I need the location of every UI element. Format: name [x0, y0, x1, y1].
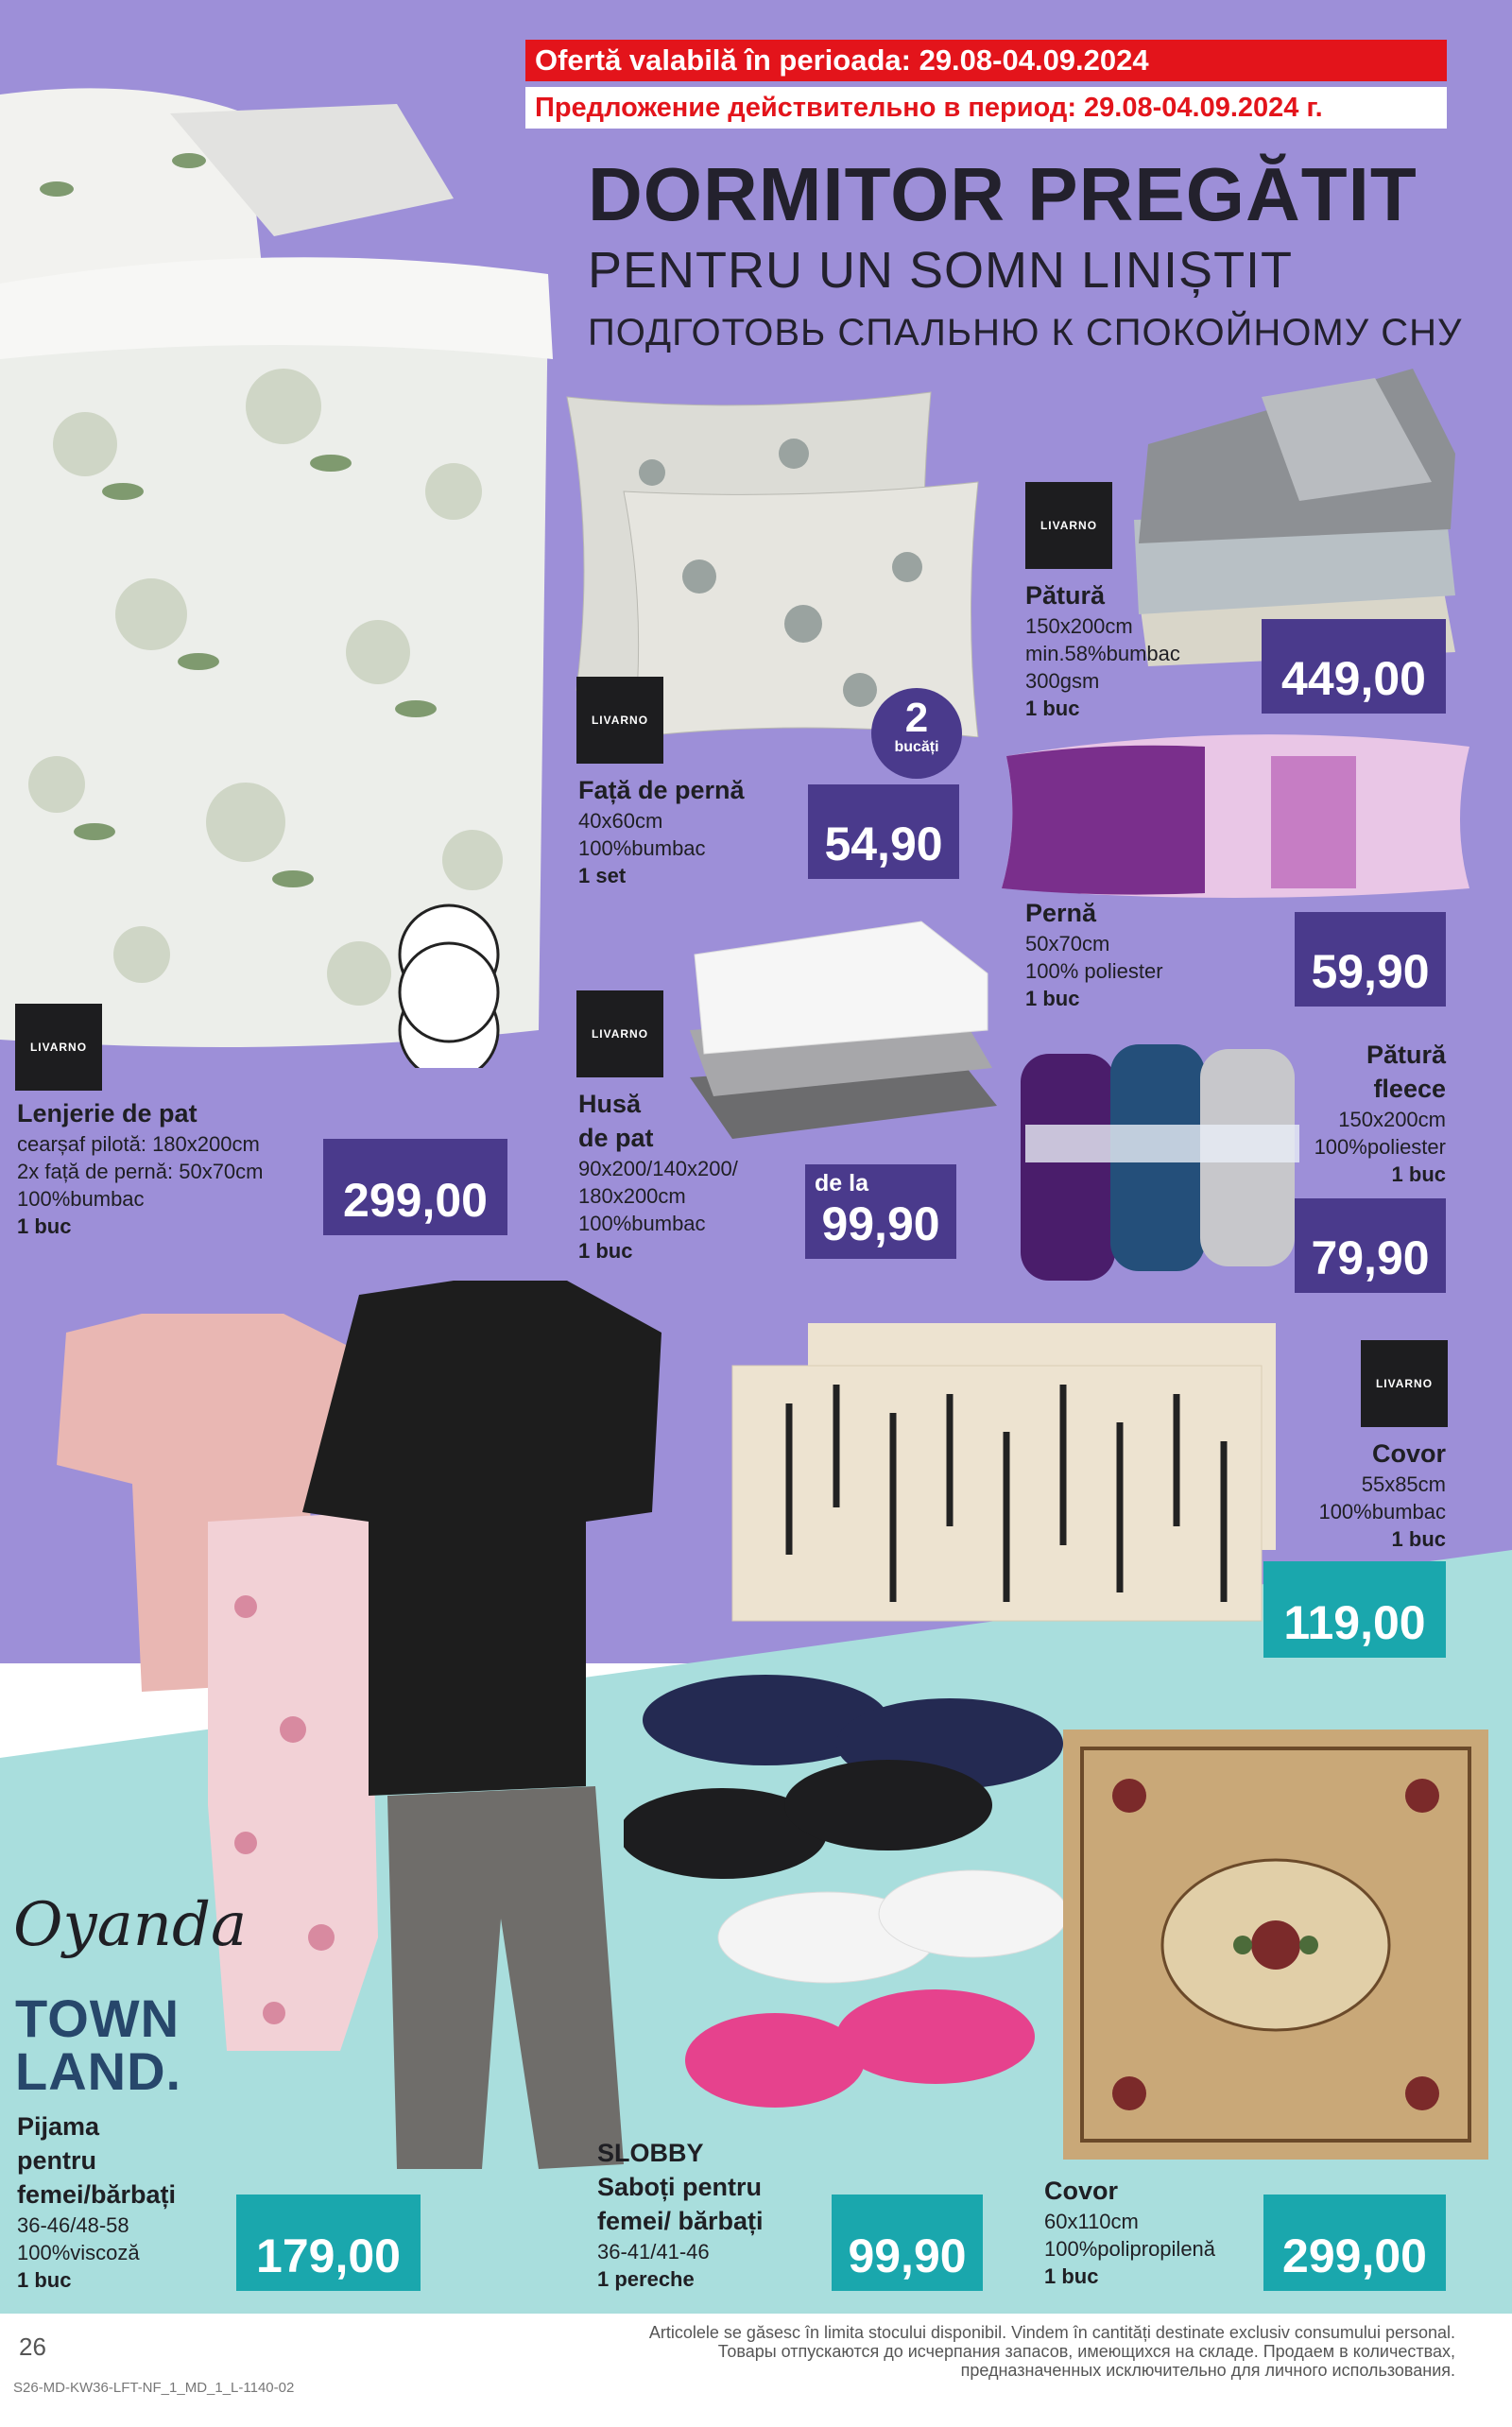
product-spec: 40x60cm [578, 809, 663, 833]
product-qty: 1 buc [1025, 987, 1080, 1010]
offer-period-ro: Ofertă valabilă în perioada: 29.08-04.09.2024 [525, 40, 1447, 81]
product-spec: 150x200cm [1025, 614, 1133, 638]
product-spec: 100%bumbac [578, 1212, 706, 1235]
product-spec: 180x200cm [578, 1184, 686, 1208]
product-spec: 100%bumbac [1318, 1500, 1446, 1523]
product-name: Pătură [1366, 1041, 1446, 1069]
product-spec: 100% poliester [1025, 959, 1163, 983]
small-rug-price: 119,00 [1263, 1561, 1446, 1658]
product-spec: 100%poliester [1314, 1135, 1446, 1159]
disclaimer [416, 2323, 1455, 2380]
product-spec: min.58%bumbac [1025, 642, 1180, 665]
product-spec: 300gsm [1025, 669, 1100, 693]
product-qty: 1 set [578, 864, 627, 887]
pillowcase-price: 54,90 [808, 784, 959, 879]
product-name: Față de pernă [578, 776, 745, 804]
badge-unit: bucăți [894, 739, 939, 755]
disclaimer-ru-1: Товары отпускаются до исчерпания запасов, имеющихся на складе. Продаем в количествах, [717, 2342, 1455, 2361]
product-name: Pătură [1025, 581, 1106, 610]
product-name: Lenjerie de pat [17, 1099, 198, 1127]
product-spec: 60x110cm [1044, 2210, 1139, 2233]
product-name: femei/ bărbați [597, 2207, 764, 2235]
livarno-logo: LIVARNO [576, 677, 663, 764]
product-spec: 36-46/48-58 [17, 2213, 129, 2237]
product-qty: 1 buc [1025, 697, 1080, 720]
bedding-info [17, 1096, 264, 1240]
bedding-price: 299,00 [323, 1139, 507, 1235]
livarno-logo: LIVARNO [1361, 1340, 1448, 1427]
blanket-price: 449,00 [1262, 619, 1446, 714]
disclaimer-ro: Articolele se găsesc în limita stocului disponibil. Vindem în cantități destinate exclusiv consumului personal. [648, 2323, 1455, 2342]
product-name: fleece [1373, 1075, 1446, 1103]
product-qty: 1 buc [1391, 1527, 1446, 1551]
product-name: Pernă [1025, 899, 1097, 927]
townland-logo-line1: TOWN [15, 1988, 180, 2048]
product-spec: 150x200cm [1338, 1108, 1446, 1131]
product-spec: 90x200/140x200/ [578, 1157, 738, 1180]
clogs-price: 99,90 [832, 2195, 983, 2291]
product-spec: 50x70cm [1025, 932, 1110, 955]
badge-number: 2 [904, 695, 929, 741]
product-spec: cearșaf pilotă: 180x200cm [17, 1132, 260, 1156]
product-spec: 100%viscoză [17, 2241, 140, 2264]
offer-period-ru: Предложение действительно в период: 29.08-04.09.2024 г. [525, 87, 1447, 129]
pillowcase-info [578, 773, 745, 889]
livarno-logo: LIVARNO [15, 1004, 102, 1091]
page-title: DORMITOR PREGĂTIT [588, 152, 1418, 236]
townland-logo [15, 1988, 182, 2101]
bedding-image [0, 47, 558, 1068]
product-brand: SLOBBY [597, 2139, 704, 2167]
document-code: S26-MD-KW36-LFT-NF_1_MD_1_L-1140-02 [13, 2380, 295, 2396]
fleece-blanket-info [1266, 1038, 1446, 1188]
product-name: Saboți pentru [597, 2173, 762, 2201]
product-name: Covor [1371, 1439, 1446, 1468]
product-spec: 55x85cm [1361, 1472, 1446, 1496]
product-name: pentru [17, 2146, 96, 2175]
price-value: 99,90 [821, 1197, 940, 1250]
fitted-sheet-info [578, 1087, 738, 1265]
product-qty: 1 buc [1044, 2264, 1099, 2288]
small-rug-info [1266, 1437, 1446, 1553]
fitted-sheet-price [805, 1164, 956, 1259]
small-rug-image [713, 1318, 1280, 1635]
pajama-price: 179,00 [236, 2195, 421, 2291]
price-from-label: de la [815, 1170, 868, 1196]
product-qty: 1 buc [17, 1214, 72, 1238]
page-subtitle: PENTRU UN SOMN LINIȘTIT [588, 242, 1294, 299]
page-number: 26 [19, 2332, 46, 2361]
clogs-info [597, 2136, 764, 2293]
fleece-blanket-image [1011, 1040, 1304, 1285]
product-name: Covor [1044, 2177, 1119, 2205]
oyanda-logo: Oyanda [13, 1890, 248, 1960]
pillow-image [988, 718, 1479, 907]
livarno-logo: LIVARNO [576, 990, 663, 1077]
townland-logo-line2: LAND. [15, 2041, 182, 2101]
product-qty: 1 pereche [597, 2267, 695, 2291]
product-spec: 36-41/41-46 [597, 2240, 710, 2263]
product-qty: 1 buc [578, 1239, 633, 1263]
pillow-info [1025, 896, 1163, 1012]
livarno-logo: LIVARNO [1025, 482, 1112, 569]
product-name: Husă [578, 1090, 642, 1118]
product-spec: 100%bumbac [17, 1187, 145, 1211]
product-spec: 2x față de pernă: 50x70cm [17, 1160, 264, 1183]
blanket-info [1025, 578, 1180, 722]
large-rug-image [1063, 1730, 1488, 2160]
product-name: de pat [578, 1124, 654, 1152]
quantity-badge [871, 688, 962, 779]
product-name: Pijama [17, 2112, 100, 2141]
pajama-info [17, 2109, 176, 2294]
page-subtitle-ru: ПОДГОТОВЬ СПАЛЬНЮ К СПОКОЙНОМУ СНУ [588, 312, 1463, 353]
product-spec: 100%bumbac [578, 836, 706, 860]
disclaimer-ru-2: предназначенных исключительно для личного использования. [960, 2361, 1455, 2380]
large-rug-info [1044, 2174, 1215, 2290]
product-name: femei/bărbați [17, 2180, 177, 2209]
pillow-price: 59,90 [1295, 912, 1446, 1007]
product-spec: 100%polipropilenă [1044, 2237, 1216, 2261]
product-qty: 1 buc [1391, 1162, 1446, 1186]
clogs-image [624, 1654, 1068, 2155]
fleece-blanket-price: 79,90 [1295, 1198, 1446, 1293]
product-qty: 1 buc [17, 2268, 72, 2292]
large-rug-price: 299,00 [1263, 2195, 1446, 2291]
